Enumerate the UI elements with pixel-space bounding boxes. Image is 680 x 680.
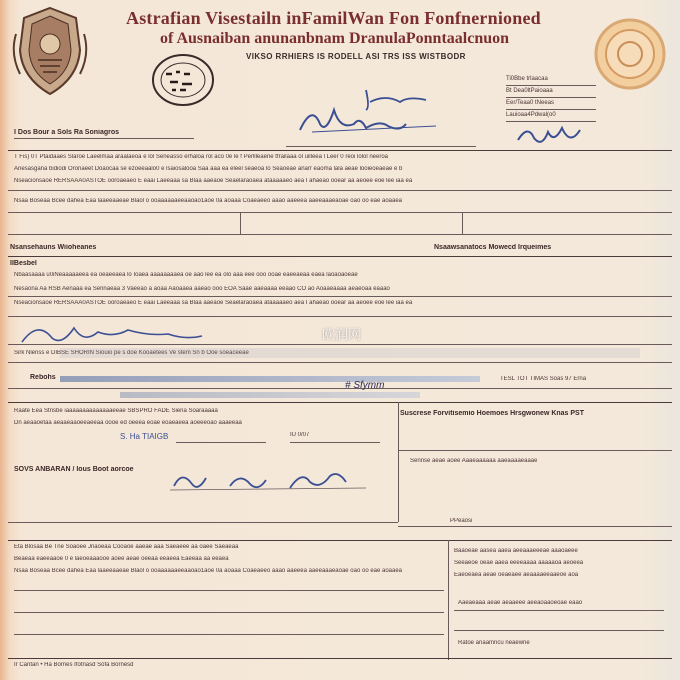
body-line: Seeaeoe oeae aaea eeeeaaaa aaaaaoa aeoeea xyxy=(454,560,584,566)
list-item: Eer/Teaa0 tNeeas xyxy=(506,98,596,110)
sponsor-label: Suscrese Forvitisemio Hoemoes Hrsgwonew Knas PST xyxy=(400,410,585,417)
list-item: Lauioaa4Pdwal(o0 xyxy=(506,110,596,122)
divider xyxy=(14,612,444,613)
divider xyxy=(8,212,672,213)
body-line: Raate Eea Stnsbe iaaaaaaaaaaaaaaeeae SBSPRO FADE Siena Soaraaaaa xyxy=(14,408,218,414)
top-right-list xyxy=(506,74,596,122)
divider xyxy=(290,442,380,443)
intro-label: IIBesbel xyxy=(10,260,37,267)
divider xyxy=(454,610,664,611)
body-line: T Fis) 0T Ptaidaaes Slaroe Laeelmaa araalaeoa e lol Seneasso erhaloa rol aco 0e le f Perllleaene tfrailaaa ol uilleea l Leer 0 reoi lolol neeroa xyxy=(14,154,389,160)
body-line: Nseacionsaoe RERSAAA0ASTOE ooroaeaeo E eaai Laeeaaa sa Blaa aaeaoe Seaelaraoaea ataaaaaeo aea I ahaeao ooear aa aeoee eoe lee iaa ea xyxy=(14,300,413,306)
corner-signature xyxy=(514,118,584,150)
declarant-heading: Nsaawsanatocs Mowecd Irqueimes xyxy=(434,244,552,251)
divider xyxy=(14,138,194,139)
divider xyxy=(8,540,672,541)
form-id-label: I Dos Bour a Sols Ra Soniagros xyxy=(14,129,120,136)
divider xyxy=(8,522,398,523)
body-line: Aaeaeaaa aeae aeaaeee aeeaoaaoeoae eaao xyxy=(458,600,583,606)
body-line: Eaeoeaea aeae oeaeaee aeaaaaeeaaeoe aoa xyxy=(454,572,579,578)
highlight-bar xyxy=(120,392,420,398)
document-title-subline: of Ausnaiban anunanbnam DranulaPonntaalcnuon xyxy=(160,30,510,47)
circular-stamp-icon xyxy=(150,52,216,108)
details-heading: Nsansehauns Wiioheanes xyxy=(10,244,97,251)
divider xyxy=(8,402,672,403)
main-signature xyxy=(296,80,456,138)
divider xyxy=(8,362,672,363)
divider xyxy=(176,442,266,443)
body-line: Sennse aeae aoee Aaaeaaaaaa aaeaaaaeaaae xyxy=(410,458,538,464)
input-field xyxy=(60,348,640,358)
number-label: PPeaosi xyxy=(450,518,473,524)
reference-label: Rebohs xyxy=(30,374,56,381)
body-line: Nseacionsaoe RERSAAA0ASTOE ooroaeaeo E eaai Laeeaaa sa Blaa aaeaoe Seaelaraoaea ataaaaaeo aea I ahaeao ooear aa aeoee eoe lee iaa ea xyxy=(14,178,413,184)
body-line: Nesaona Aa RSB Aenaaa ea Sennaeaa 3 Vaeeao a aoaa Aaoaaea aaeao ooo EOA Saae aaeaaaa eeaao CO ao Aoaaeaaaa aeaeoaa eaaao xyxy=(14,286,390,292)
lower-signature xyxy=(170,462,370,496)
divider xyxy=(240,212,241,234)
divider xyxy=(462,212,463,234)
divider xyxy=(398,402,399,522)
body-line: Nsaa Boseaa Bcee dahea Eaa laaeeaaeae Blaol o ooaaaaaaeeaaoao1aoe 0a aoaaa Coaeaeeo aaao aaeeea aaeeaaaeaoae oao oo eae aoaaea xyxy=(14,568,403,574)
divider xyxy=(448,540,449,660)
number-entry: IU 0/07 xyxy=(290,432,310,438)
divider xyxy=(398,526,672,527)
body-line: Nbaasaaaa u0iNeaaaaaeea ea oeaeeaea lo Ioaea aaaaaaaaea oe aao lee ea olo aaa eee ooo ooae eaeeaeaa eaea laoaoaoeae xyxy=(14,272,358,278)
list-item: Bt Dea0ltPaioaaa xyxy=(506,86,596,98)
body-line: Beaeaa eaeeaaoe 0 e laeoeaaaooe aoee aeae oeeaa eeaeea Eaeeaa aa eeaea xyxy=(14,556,229,562)
body-line: Anesasgana bidiodi Oronaeet Doaocaa se ezoeeaalo0 e lsaiosalooa Saa aaa ea eleel seaeoa lo Seaoeae anarr eaoma lala aeae looieoeaeae e b xyxy=(14,166,403,172)
divider xyxy=(8,296,672,297)
list-item: Ti0Bbe trlaacaa xyxy=(506,74,596,86)
divider xyxy=(8,150,672,151)
divider xyxy=(8,190,672,191)
body-line: Nsaa Boseaa Bcee dahea Eaa laaeeaaeae Blaol o ooaaaaaaeeaaoao1aoe 0a aoaaa Coaeaeeo aaao aaeeea aaeeaaaeaoae oao oo eae aoaaea xyxy=(14,198,403,204)
highlight-bar xyxy=(60,376,480,382)
date-block: TESL TOT TIMAS Soas 97 Erna xyxy=(500,376,587,382)
divider xyxy=(454,630,664,631)
divider xyxy=(8,256,672,257)
divider xyxy=(286,146,476,147)
divider xyxy=(398,450,672,451)
coat-of-arms-icon xyxy=(10,4,90,100)
watermark: 欧润网 xyxy=(322,328,362,343)
witness-label: SOVS ANBARAN / lous Boot aorcoe xyxy=(14,466,134,473)
divider xyxy=(8,388,672,389)
body-line: Baaoeae aasea aaea aeeaaaeeeae aaaoaeee xyxy=(454,548,578,554)
footer-left: Ir Cantan • Ha Bornes Ifotnasd Sofa Bornesd xyxy=(14,662,134,668)
body-line: Dn aeaaoetaa aeaaeaaoeeaeeaa oooe ed oeeea eoae eoaeaeea aoeeeoao aaaeeaa xyxy=(14,420,242,426)
body-line: Eta Blosaa Be Tne Soaoee Jnaoeaa Cooaoe aaeae aaa Saeaeee aa oaee Saeaeaa xyxy=(14,544,239,550)
divider xyxy=(8,234,672,235)
mid-note: # Sfymm xyxy=(345,380,385,391)
divider xyxy=(14,634,444,635)
body-line: Sirk Nlenss e DIBSE SHORIN Siouio pe s doe Kooaetees Ve stem Sn b Ooe soeaceeae xyxy=(14,350,249,356)
footer-right: Ratoe anaamncu neaewne xyxy=(458,640,530,646)
document-subtitle: VIKSO RRHIERS IS RODELL ASI TRS ISS WISTBODR xyxy=(246,52,466,61)
divider xyxy=(8,344,672,345)
document-title: Astrafian Visestailn inFamilWan Fon Fonfnernioned xyxy=(126,8,541,28)
code-entry: S. Ha TIAIGB xyxy=(120,432,169,441)
divider xyxy=(14,590,444,591)
divider xyxy=(8,658,672,659)
